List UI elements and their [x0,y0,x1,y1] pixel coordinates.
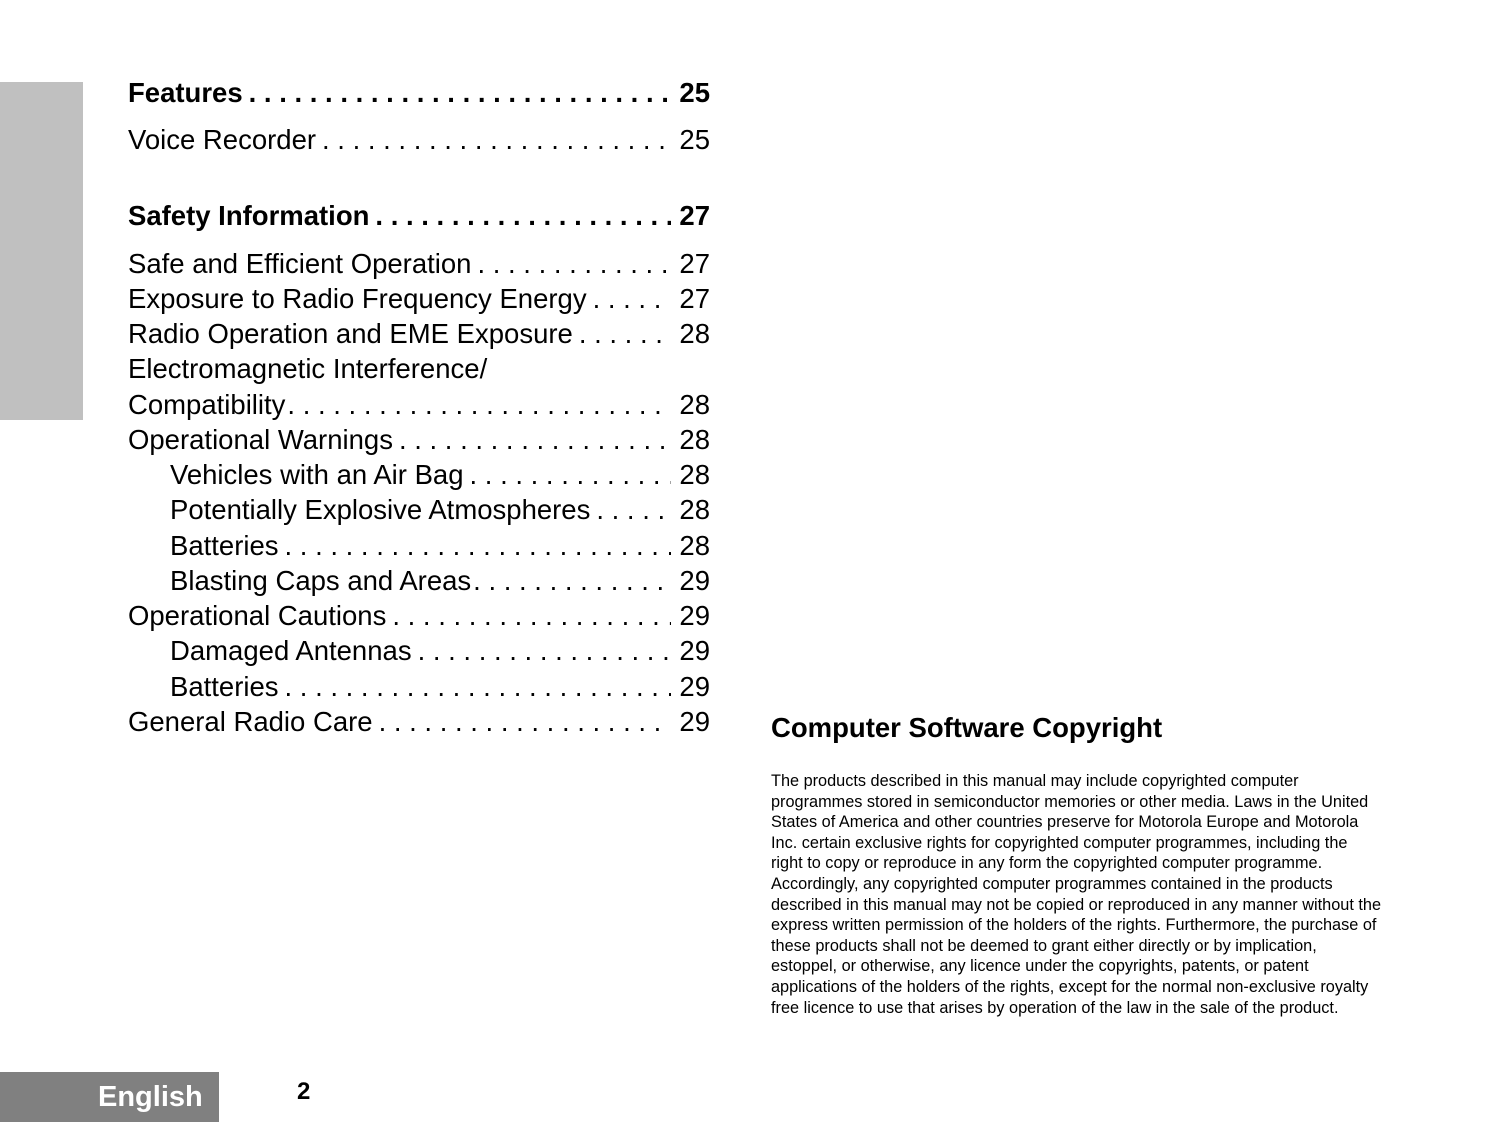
toc-leader-dots [470,457,672,492]
toc-leader-dots [596,492,671,527]
toc-leader-dots [375,198,671,233]
toc-entry-label: Batteries [170,671,279,702]
toc-entry-page: 29 [679,600,710,631]
toc-leader-dots [285,669,672,704]
toc-leader-dots [579,316,672,351]
toc-entry-page: 28 [679,494,710,525]
toc-entry-label: Operational Warnings [128,424,393,455]
toc-entry-page: 28 [679,530,710,561]
toc-entry-batteries-cautions[interactable] [170,669,710,704]
toc-entry-voice-recorder[interactable] [128,122,710,157]
toc-entry-label: Safe and Efficient Operation [128,248,472,279]
toc-entry-batteries-warnings[interactable] [170,528,710,563]
toc-leader-dots [249,75,672,110]
toc-entry-page: 28 [679,424,710,455]
toc-entry-page: 28 [679,318,710,349]
toc-leader-dots [593,281,672,316]
toc-entry-operational-cautions[interactable] [128,598,710,633]
toc-leader-dots [322,122,671,157]
toc-entry-radio-operation-eme[interactable] [128,316,710,351]
toc-entry-vehicles-air-bag[interactable] [170,457,710,492]
toc-entry-page: 28 [679,389,710,420]
footer-language-tab [0,1072,219,1122]
copyright-heading: Computer Software Copyright [771,712,1163,743]
toc-leader-dots [418,633,672,668]
toc-entry-label: Compatibility [128,389,286,420]
toc-entry-page: 25 [679,77,710,108]
toc-entry-safety-information[interactable] [128,198,710,233]
toc-leader-dots [473,563,671,598]
toc-entry-page: 28 [679,459,710,490]
toc-entry-page: 29 [679,706,710,737]
toc-entry-label: Batteries [170,530,279,561]
toc-entry-label: General Radio Care [128,706,373,737]
toc-entry-label: Damaged Antennas [170,635,412,666]
toc-leader-dots [477,246,671,281]
toc-entry-label: Exposure to Radio Frequency Energy [128,283,587,314]
toc-entry-blasting-caps[interactable] [170,563,710,598]
toc-leader-dots [287,387,671,422]
toc-entry-page: 27 [679,248,710,279]
side-tab-marker [0,82,83,420]
toc-entry-damaged-antennas[interactable] [170,633,710,668]
toc-entry-label: Potentially Explosive Atmospheres [170,494,591,525]
toc-entry-page: 29 [679,671,710,702]
language-label: English [98,1081,203,1113]
toc-entry-label: Vehicles with an Air Bag [170,459,464,490]
toc-entry-safe-efficient-operation[interactable] [128,246,710,281]
toc-entry-operational-warnings[interactable] [128,422,710,457]
toc-entry-page: 27 [679,283,710,314]
page-number: 2 [297,1078,311,1105]
toc-entry-emi-compatibility[interactable] [128,387,710,422]
toc-entry-label: Features [128,77,243,108]
toc-entry-emi-line1[interactable]: Electromagnetic Interference/ [128,353,488,384]
copyright-paragraph: The products described in this manual may include copyrighted computer programmes stored in semiconductor memories or other media. Laws in the United States of America and other countries preserve for Motorola Europe and Motorola Inc. certain exclusive rights for copyrighted computer programmes, including the right to copy or reproduce in any form the copyrighted computer programme. Accordingly, any copyrighted computer programmes contained in the products described in this manual may not be copied or reproduced in any manner without the express written permission of the holders of the rights. Furthermore, the purchase of these products shall not be deemed to grant either directly or by implication, estoppel, or otherwise, any licence under the copyrights, patents, or patent applications of the holders of the rights, except for the normal non-exclusive royalty free licence to use that arises by operation of the law in the sale of the product. [771,772,1381,1017]
toc-entry-label: Operational Cautions [128,600,387,631]
toc-leader-dots [392,598,671,633]
toc-entry-explosive-atmospheres[interactable] [170,492,710,527]
toc-entry-page: 25 [679,124,710,155]
toc-entry-label: Radio Operation and EME Exposure [128,318,573,349]
toc-entry-general-radio-care[interactable] [128,704,710,739]
toc-entry-page: 29 [679,635,710,666]
toc-entry-label: Safety Information [128,200,370,231]
toc-entry-label: Voice Recorder [128,124,317,155]
toc-leader-dots [399,422,671,457]
toc-entry-page: 29 [679,565,710,596]
toc-entry-label: Blasting Caps and Areas [170,565,472,596]
toc-leader-dots [379,704,672,739]
toc-entry-page: 27 [679,200,710,231]
toc-entry-exposure-radio-frequency[interactable] [128,281,710,316]
toc-leader-dots [285,528,672,563]
toc-entry-features[interactable] [128,75,710,110]
